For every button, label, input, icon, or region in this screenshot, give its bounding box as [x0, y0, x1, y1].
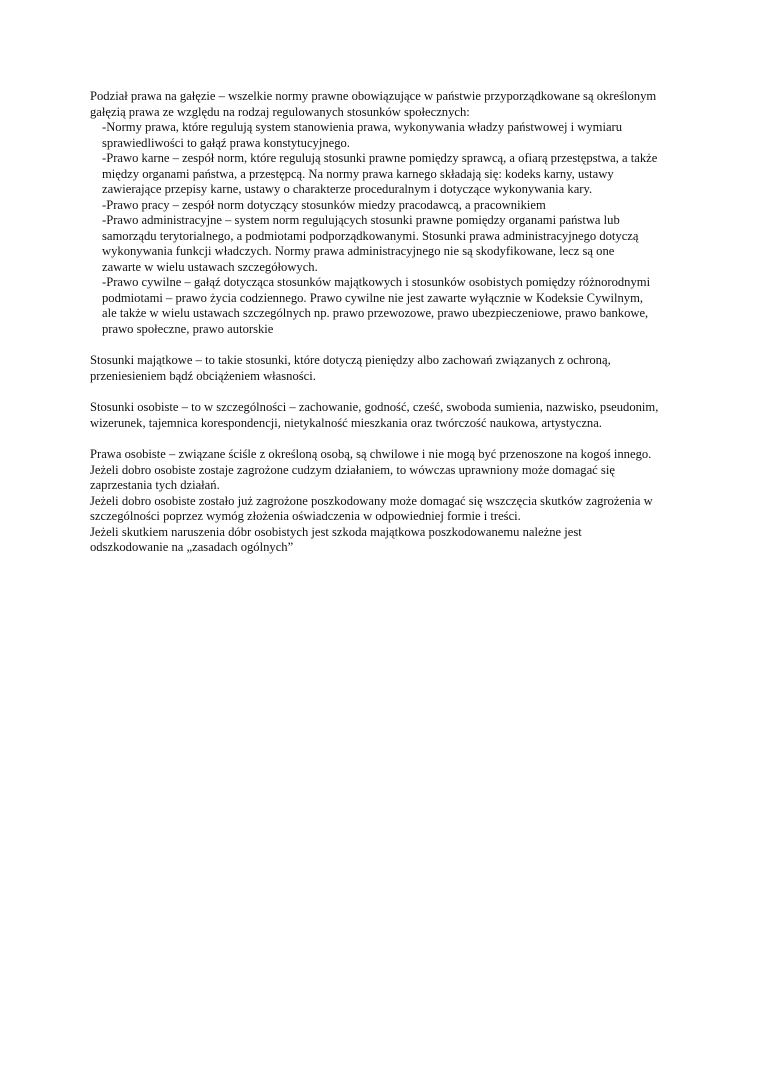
paragraph-line: Jeżeli dobro osobiste zostaje zagrożone cudzym działaniem, to wówczas uprawniony może domagać się [90, 462, 615, 477]
list-item-line: ale także w wielu ustawach szczególnych np. prawo przewozowe, prawo ubezpieczeniowe, prawo bankowe, [102, 306, 649, 320]
list-item-administrative-law [90, 213, 680, 275]
list-item-civil-law [90, 275, 680, 337]
property-relations-paragraph [90, 353, 680, 384]
paragraph-spacer [90, 337, 680, 353]
paragraph-line: Jeżeli dobro osobiste zostało już zagrożone poszkodowany może domagać się wszczęcia skutków zagrożenia w [90, 493, 653, 508]
intro-line: Podział prawa na gałęzie – wszelkie normy prawne obowiązujące w państwie przyporządkowane są określonym [90, 89, 657, 103]
paragraph-spacer [90, 384, 680, 400]
paragraph-line: wizerunek, tajemnica korespondencji, nietykalność mieszkania oraz twórczość naukowa, artystyczna. [90, 415, 602, 430]
list-item-line: -Prawo cywilne – gałąź dotycząca stosunków majątkowych i stosunków osobistych pomiędzy różnorodnymi [102, 275, 651, 289]
intro-line: gałęzią prawa ze względu na rodzaj regulowanych stosunków społecznych: [90, 104, 470, 119]
personal-relations-paragraph [90, 400, 680, 431]
paragraph-line: Prawa osobiste – związane ściśle z określoną osobą, są chwilowe i nie mogą być przenoszone na kogoś innego. [90, 447, 652, 461]
paragraph-line: odszkodowanie na „zasadach ogólnych” [90, 540, 294, 554]
paragraph-line: Stosunki osobiste – to w szczególności – zachowanie, godność, cześć, swoboda sumienia, nazwisko, pseudonim, [90, 400, 659, 414]
paragraph-line: zaprzestania tych działań. [90, 478, 220, 492]
list-item-line: podmiotami – prawo życia codziennego. Prawo cywilne nie jest zawarte wyłącznie w Kodeksie Cywilnym, [102, 290, 644, 305]
list-item-line: prawo społeczne, prawo autorskie [102, 321, 274, 336]
list-item-line: samorządu terytorialnego, a podmiotami podporządkowanymi. Stosunki prawa administracyjnego dotyczą [102, 228, 639, 243]
paragraph-line: przeniesieniem bądź obciążeniem własności. [90, 368, 316, 383]
intro-paragraph [90, 89, 680, 120]
law-branches-list [90, 120, 680, 337]
list-item-line: -Prawo karne – zespół norm, które regulują stosunki prawne pomiędzy sprawcą, a ofiarą przestępstwa, a także [102, 151, 658, 165]
list-item-constitutional-law [90, 120, 680, 151]
list-item-line: między organami państwa, a przestępcą. Na normy prawa karnego składają się: kodeks karny, ustawy [102, 166, 614, 181]
list-item-line: sprawiedliwości to gałąź prawa konstytucyjnego. [102, 135, 350, 150]
paragraph-line: Stosunki majątkowe – to takie stosunki, które dotyczą pieniędzy albo zachowań związanych z ochroną, [90, 353, 611, 367]
list-item-labor-law [90, 198, 680, 214]
list-item-line: -Prawo pracy – zespół norm dotyczący stosunków miedzy pracodawcą, a pracownikiem [102, 197, 546, 212]
list-item-line: -Normy prawa, które regulują system stanowienia prawa, wykonywania władzy państwowej i wymiaru [102, 120, 623, 134]
personal-rights-paragraph [90, 447, 680, 556]
paragraph-spacer [90, 431, 680, 447]
list-item-line: zawierające przepisy karne, ustawy o charakterze proceduralnym i dotyczące wykonywania kary. [102, 182, 593, 196]
document-page [90, 89, 680, 556]
list-item-criminal-law [90, 151, 680, 198]
list-item-line: -Prawo administracyjne – system norm regulujących stosunki prawne pomiędzy organami państwa lub [102, 213, 620, 227]
paragraph-line: szczególności poprzez wymóg złożenia oświadczenia w odpowiedniej formie i treści. [90, 509, 521, 523]
paragraph-line: Jeżeli skutkiem naruszenia dóbr osobistych jest szkoda majątkowa poszkodowanemu należne jest [90, 524, 582, 539]
list-item-line: zawarte w wielu ustawach szczegółowych. [102, 259, 318, 274]
list-item-line: wykonywania funkcji władczych. Normy prawa administracyjnego nie są skodyfikowane, lecz są one [102, 244, 615, 258]
